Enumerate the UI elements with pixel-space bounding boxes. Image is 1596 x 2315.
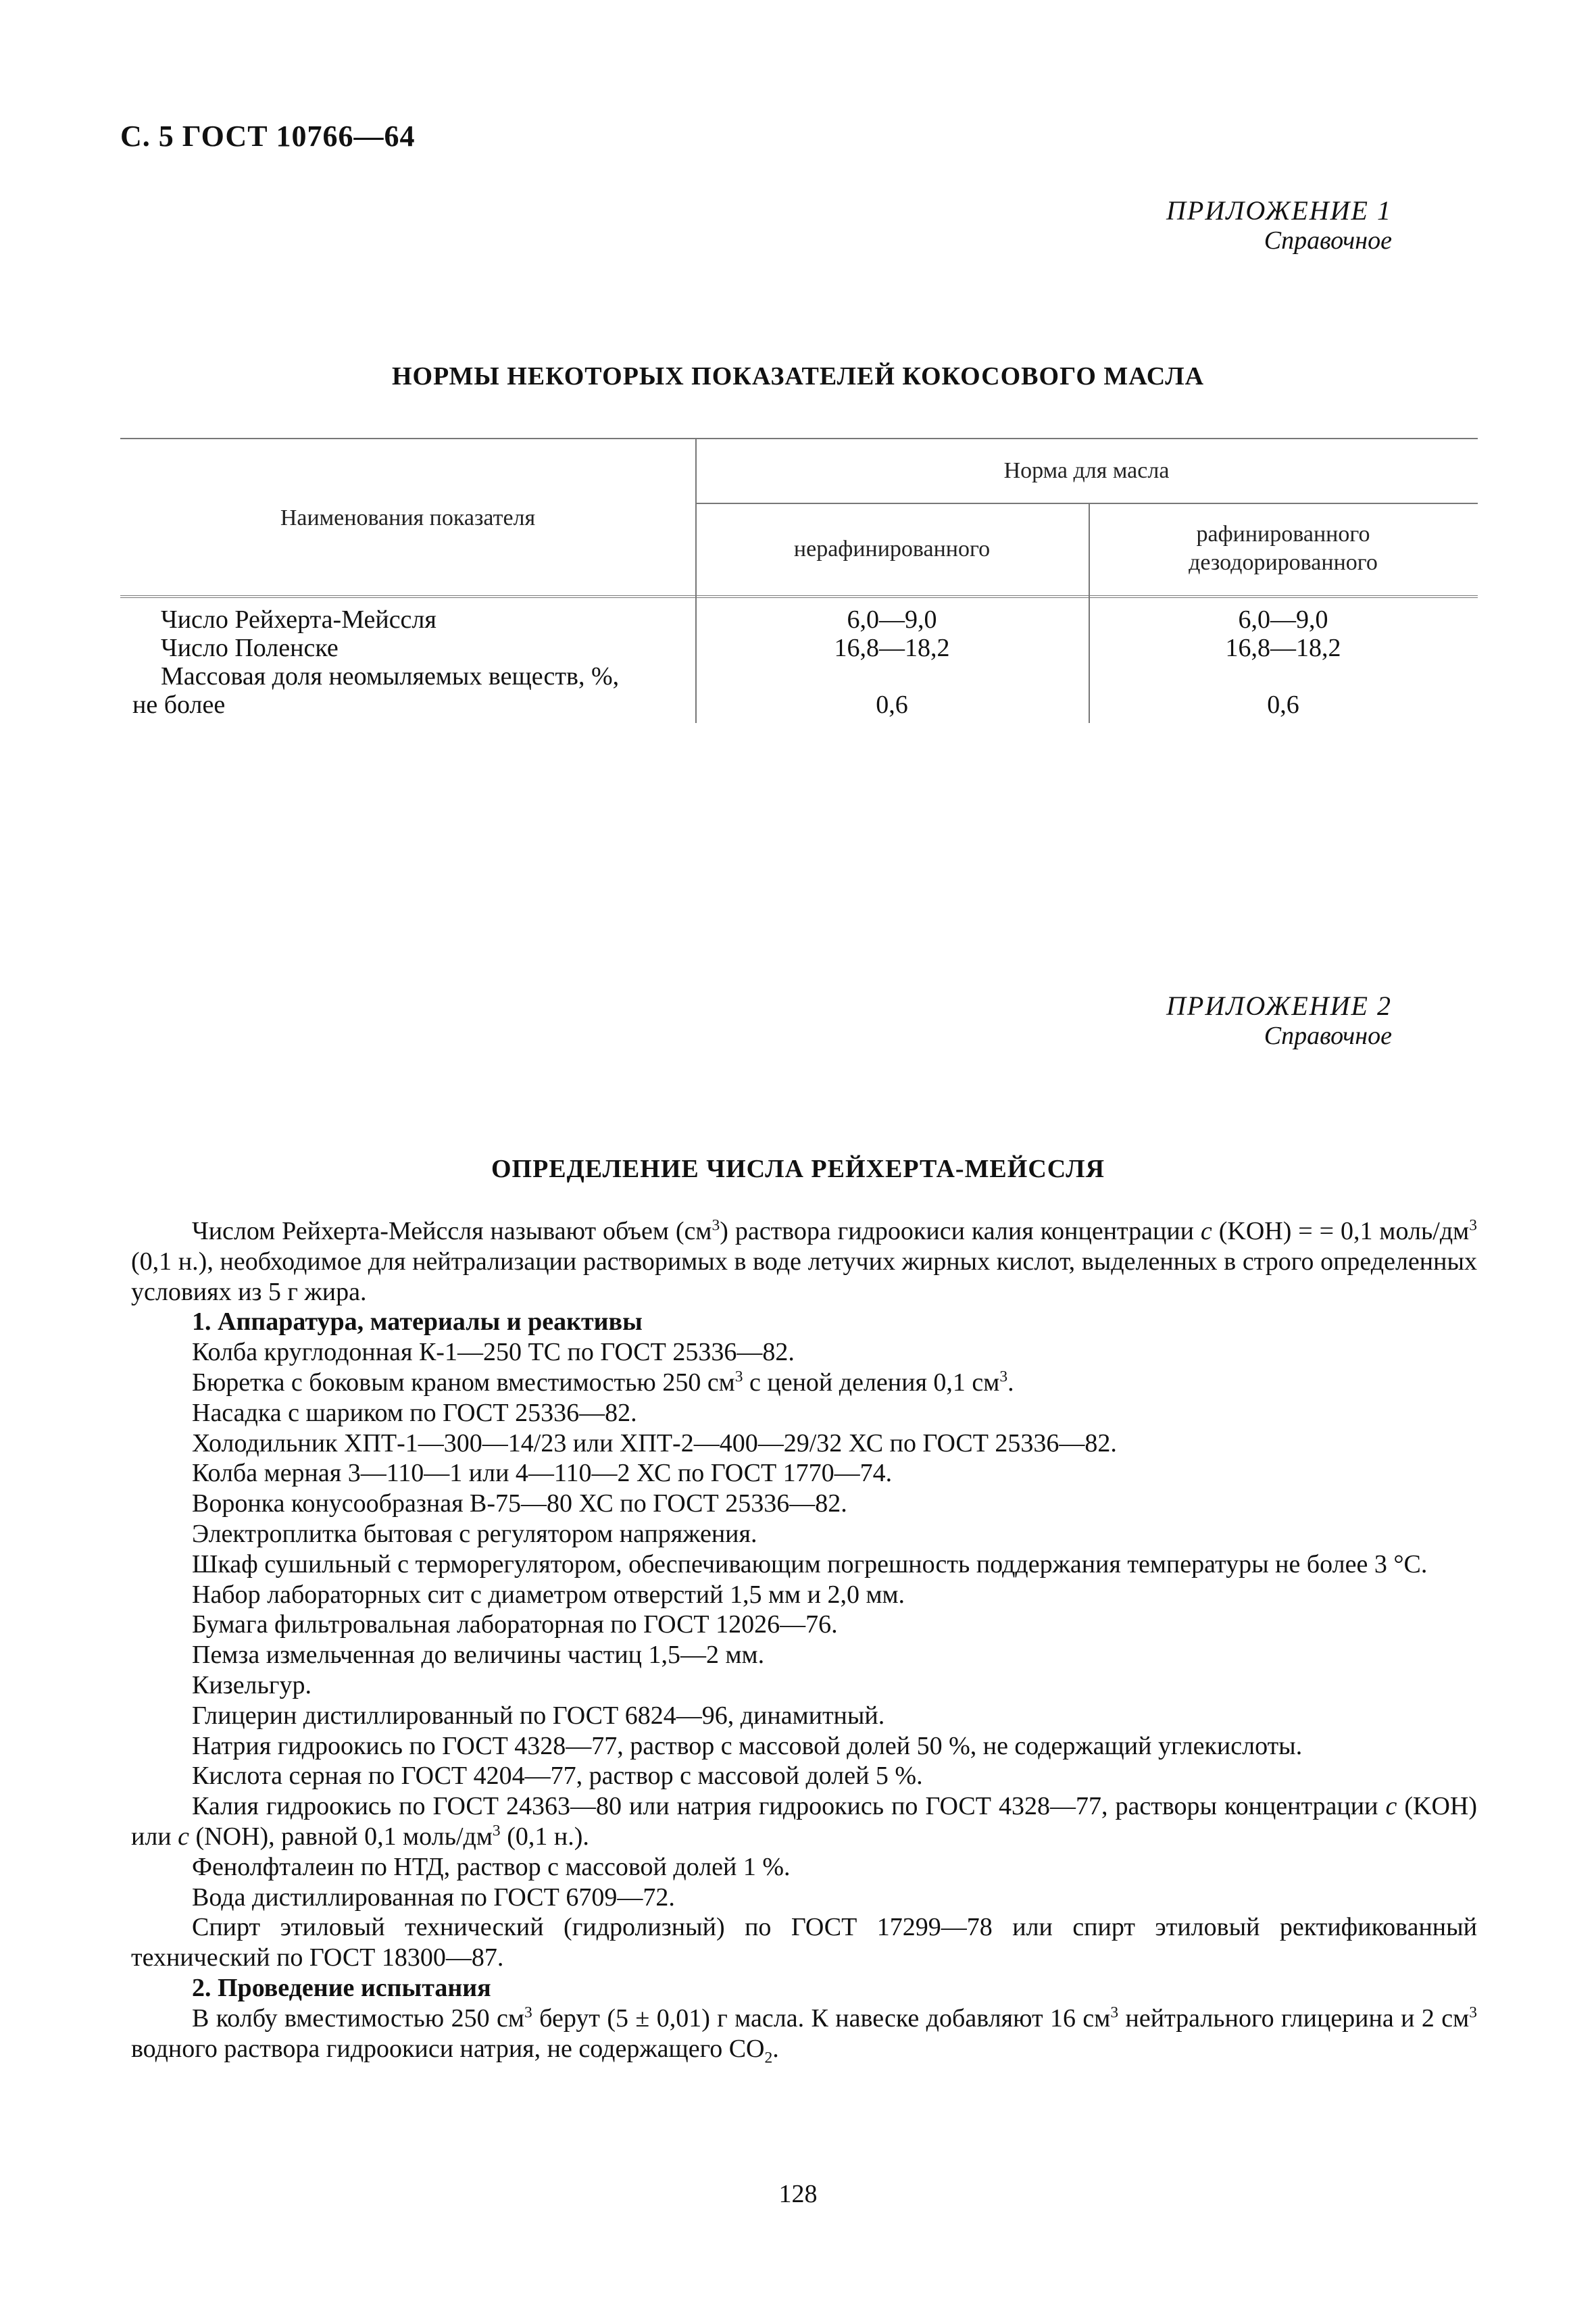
col-header-refined <box>1089 520 1478 577</box>
col-header-name: Наименования показателя <box>280 505 536 530</box>
item-burette: Бюретка с боковым краном вместимостью 250 $см^3$ с ценой деления 0,1 $см^3$. <box>192 1368 1014 1397</box>
row-3-name-line1: Массовая доля неомыляемых веществ, %, <box>161 662 620 691</box>
table-top-rule <box>120 438 1478 439</box>
page-number: 128 <box>778 2180 818 2208</box>
norms-table <box>120 438 1478 728</box>
table-group-rule <box>695 503 1478 504</box>
procedure-paragraph: В колбу вместимостью 250 $см^3$ берут (5 ± 0,01) г масла. К навеске добавляют 16 $см^3$ нейтрального глицерина и 2 $см^3$ водного раствора гидроокиси натрия, не содержащего $CO_2$. <box>131 2003 1477 2067</box>
appendix-2-label <box>1166 991 1392 1051</box>
item-oven: Шкаф сушильный с терморегулятором, обеспечивающим погрешность поддержания температуры не более 3 °С. <box>192 1549 1428 1578</box>
row-1-name: Число Рейхерта-Мейссля <box>161 605 437 634</box>
appendix-2-subtitle: Справочное <box>1264 1022 1392 1050</box>
row-3-unrefined: 0,6 <box>876 691 908 719</box>
item-filter-paper: Бумага фильтровальная лабораторная по ГОСТ 12026—76. <box>192 1610 838 1639</box>
section-1-title: НОРМЫ НЕКОТОРЫХ ПОКАЗАТЕЛЕЙ КОКОСОВОГО МАСЛА <box>391 362 1205 391</box>
row-2-unrefined: 16,8—18,2 <box>834 634 950 662</box>
item-pumice: Пемза измельченная до величины частиц 1,5—2 мм. <box>192 1641 765 1670</box>
heading-apparatus: 1. Аппаратура, материалы и реактивы <box>192 1308 643 1337</box>
col-header-refined-line2: дезодорированного <box>1189 550 1378 575</box>
item-phenolphthalein: Фенолфталеин по НТД, раствор с массовой долей 1 %. <box>192 1852 791 1881</box>
item-water: Вода дистиллированная по ГОСТ 6709—72. <box>192 1883 675 1912</box>
row-2-refined: 16,8—18,2 <box>1225 634 1341 662</box>
item-sulfuric-acid: Кислота серная по ГОСТ 4204—77, раствор с массовой долей 5 %. <box>192 1762 923 1791</box>
item-hotplate: Электроплитка бытовая с регулятором напряжения. <box>192 1519 757 1548</box>
table-header-rule <box>120 595 1478 598</box>
item-sodium-hydroxide: Натрия гидроокись по ГОСТ 4328—77, раствор с массовой долей 50 %, не содержащий углекислоты. <box>192 1731 1303 1760</box>
appendix-1-subtitle: Справочное <box>1264 226 1392 255</box>
col-header-unrefined: нерафинированного <box>793 537 991 562</box>
appendix-2-title: ПРИЛОЖЕНИЕ 2 <box>1166 991 1392 1021</box>
heading-procedure: 2. Проведение испытания <box>192 1973 491 2002</box>
item-koh-solution: Калия гидроокись по ГОСТ 24363—80 или натрия гидроокись по ГОСТ 4328—77, растворы концентрации c (KOH) или c (NOH), равной 0,1 моль/$дм^3$ (0,1 н.). <box>131 1792 1478 1851</box>
col-header-group: Норма для масла <box>1003 458 1170 483</box>
row-2-name: Число Поленске <box>161 634 339 662</box>
section-2-title: ОПРЕДЕЛЕНИЕ ЧИСЛА РЕЙХЕРТА-МЕЙССЛЯ <box>491 1155 1105 1183</box>
appendix-1-label <box>1166 196 1392 255</box>
item-volumetric-flask: Колба мерная 3—110—1 или 4—110—2 ХС по ГОСТ 1770—74. <box>192 1459 893 1488</box>
row-1-refined: 6,0—9,0 <box>1238 605 1328 634</box>
appendix-1-title: ПРИЛОЖЕНИЕ 1 <box>1166 195 1392 226</box>
item-nozzle: Насадка с шариком по ГОСТ 25336—82. <box>192 1398 637 1427</box>
row-3-name-line2: не более <box>132 691 226 719</box>
row-1-unrefined: 6,0—9,0 <box>847 605 937 634</box>
item-sieves: Набор лабораторных сит с диаметром отверстий 1,5 мм и 2,0 мм. <box>192 1580 905 1609</box>
item-glycerin: Глицерин дистиллированный по ГОСТ 6824—96, динамитный. <box>192 1701 885 1730</box>
col-header-refined-line1: рафинированного <box>1196 522 1370 547</box>
row-3-refined: 0,6 <box>1267 691 1299 719</box>
item-ethanol: Спирт этиловый технический (гидролизный) по ГОСТ 17299—78 или спирт этиловый ректификованный технический по ГОСТ 18300—87. <box>131 1913 1477 1972</box>
intro-paragraph: Числом Рейхерта-Мейссля называют объем $(см^3)$ раствора гидроокиси калия концентрации c (KOH) = = 0,1 моль/$дм^3$ (0,1 н.), необходимое для нейтрализации растворимых в воде летучих жирных кислот, выделенных в строго определенных условиях из 5 г жира. <box>131 1216 1477 1306</box>
item-flask: Колба круглодонная К-1—250 ТС по ГОСТ 25336—82. <box>192 1338 795 1367</box>
item-funnel: Воронка конусообразная В-75—80 ХС по ГОСТ 25336—82. <box>192 1489 847 1518</box>
item-condenser: Холодильник ХПТ-1—300—14/23 или ХПТ-2—400—29/32 ХС по ГОСТ 25336—82. <box>192 1428 1117 1458</box>
document-header: С. 5 ГОСТ 10766—64 <box>120 120 416 153</box>
item-kieselguhr: Кизельгур. <box>192 1670 311 1699</box>
method-text <box>131 1216 1478 2067</box>
